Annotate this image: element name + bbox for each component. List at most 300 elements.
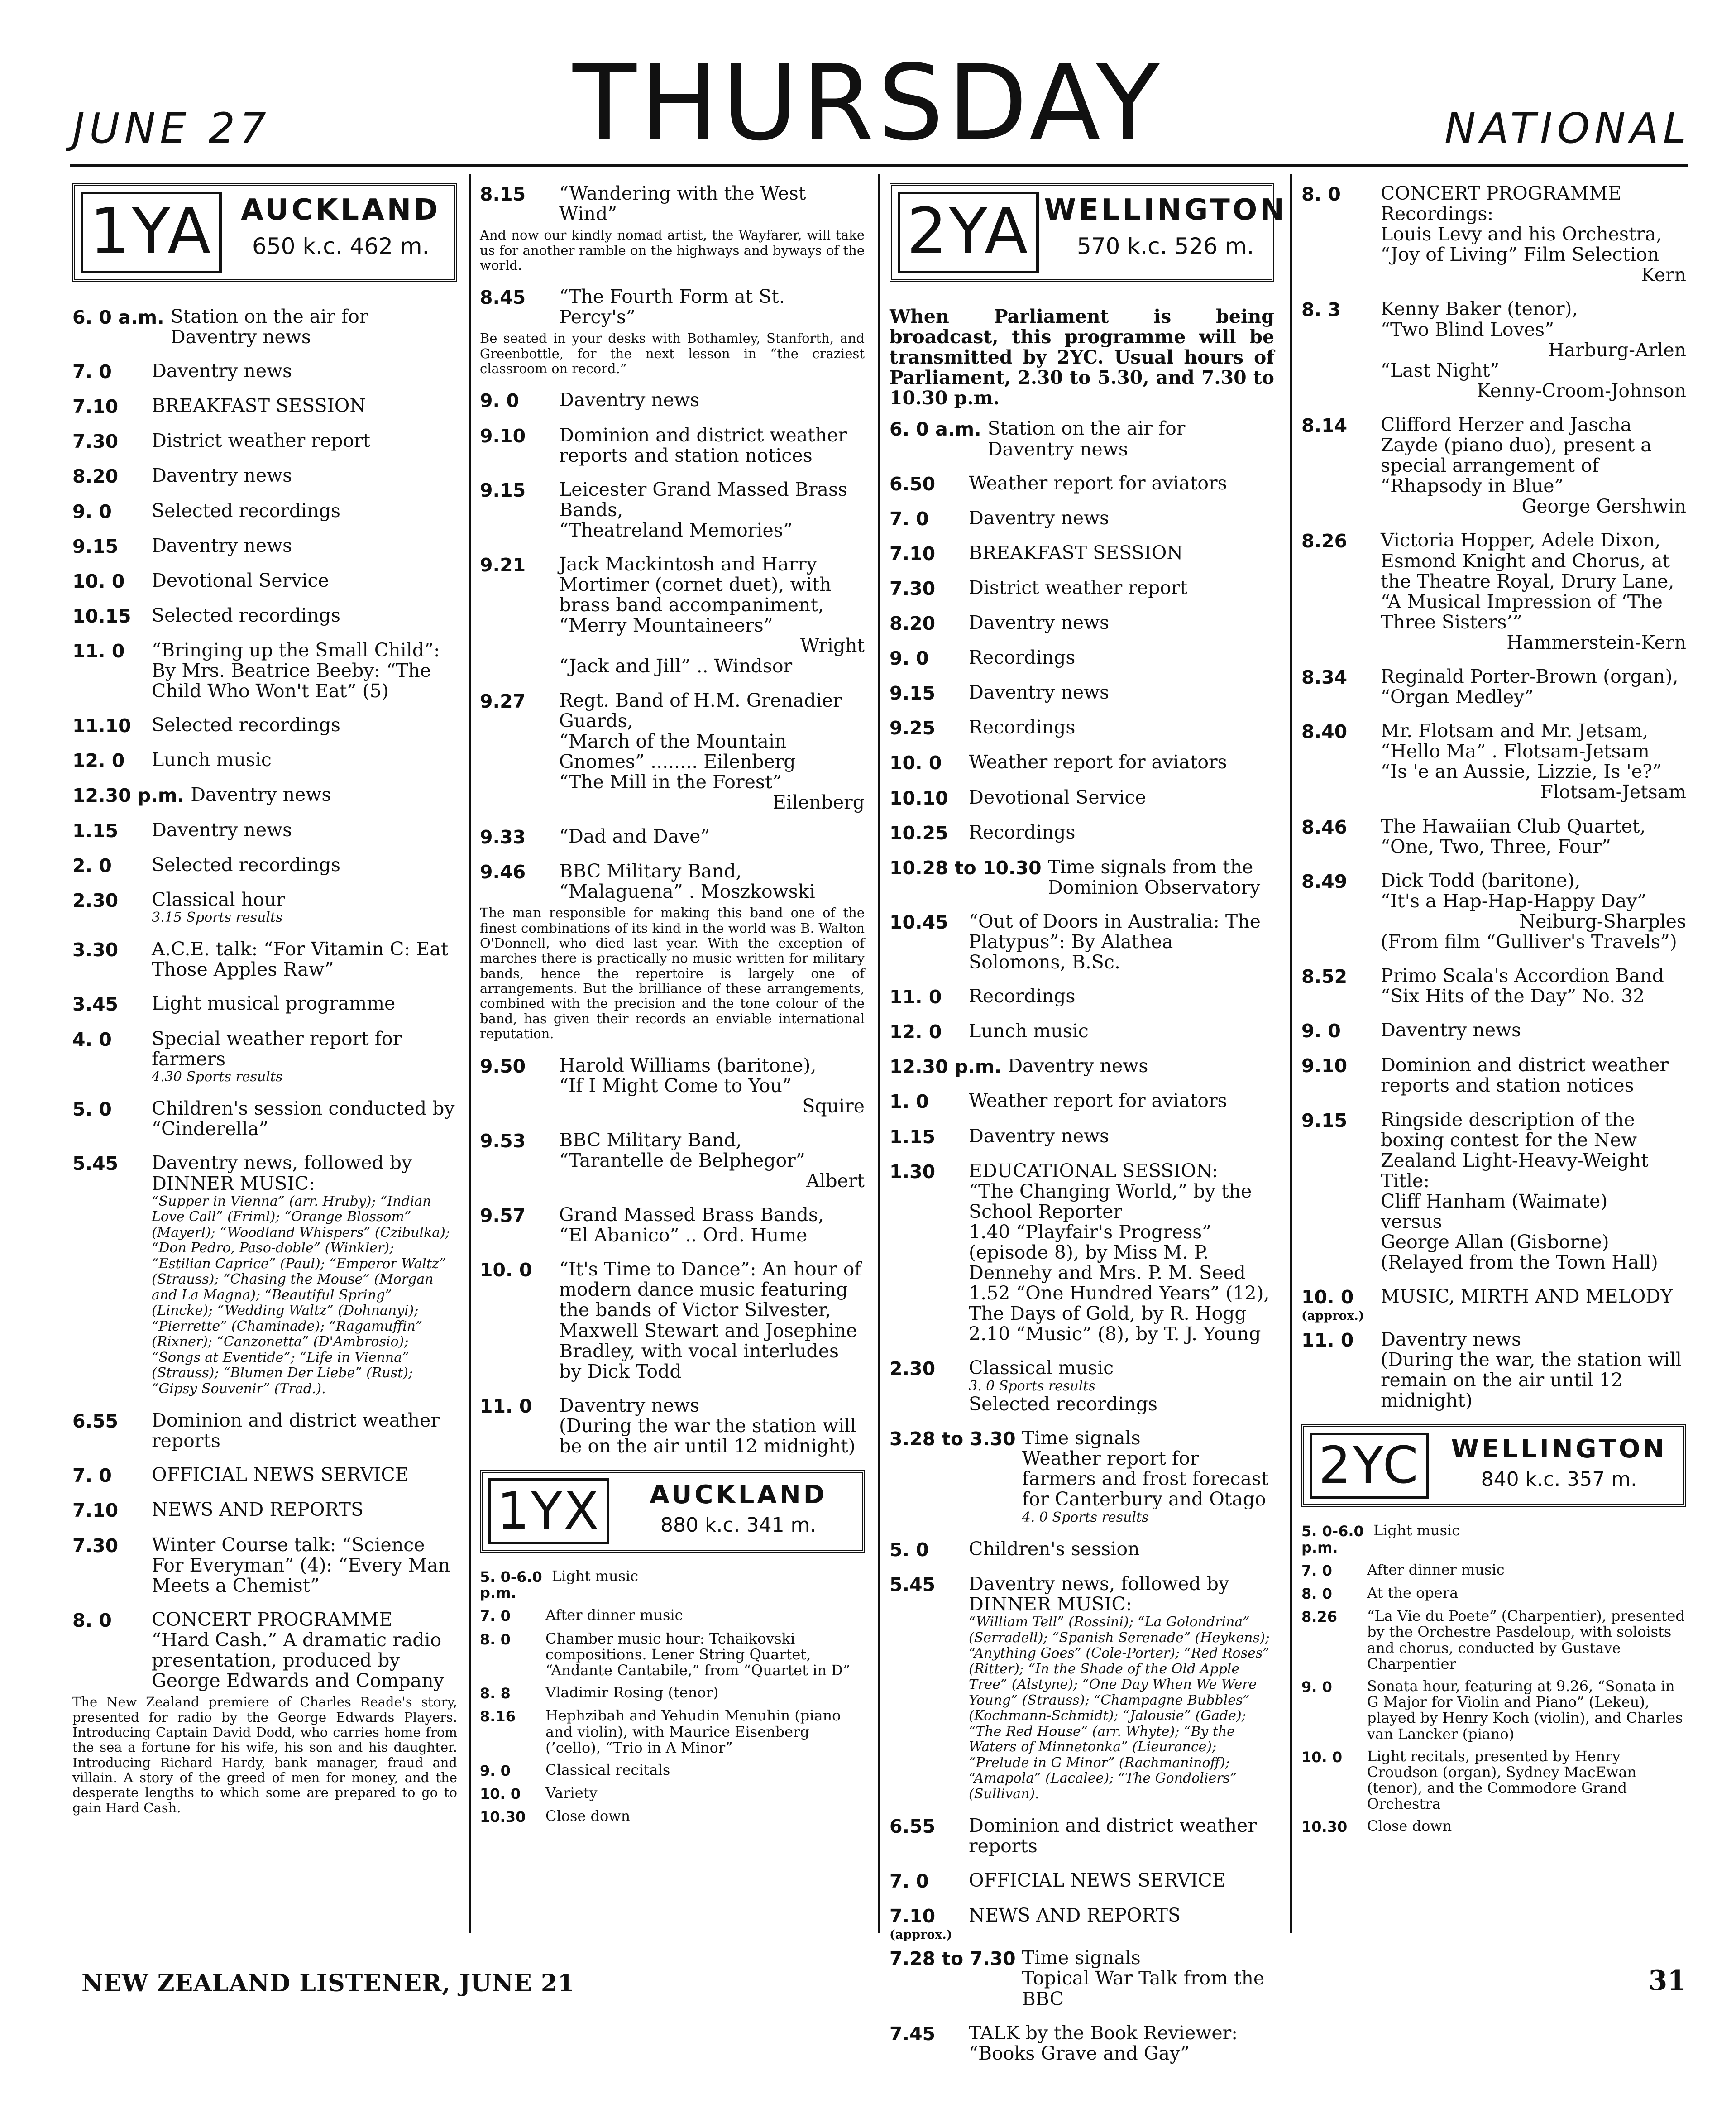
entry-body [559, 1130, 865, 1191]
entry-body [969, 1574, 1274, 1802]
entry-time: 9.25 [890, 717, 936, 739]
column-divider [1290, 174, 1292, 1933]
schedule-entry [890, 473, 1274, 494]
entry-time: 8.20 [890, 613, 936, 635]
entry-line: “Rhapsody in Blue” [1381, 475, 1564, 497]
entry-line: TALK by the Book Reviewer: “Books Grave and Gay” [969, 2022, 1238, 2064]
entry-time: 8.52 [1301, 966, 1348, 988]
entry-time: 7. 0 [72, 1465, 112, 1487]
entry-line: Sonata hour, featuring at 9.26, “Sonata in G Major for Violin and Piano” (Lekeu), played by Henry Koch (violin), and Charles van Lancker (piano) [1367, 1677, 1683, 1743]
entry-body [559, 183, 865, 224]
entry-time: 9.33 [480, 826, 526, 848]
entry-time: 8. 0 [1301, 1585, 1332, 1603]
schedule-entry [1301, 530, 1686, 653]
entry-body [1022, 1948, 1274, 2009]
entry-line: Lunch music [152, 749, 272, 771]
entry-body [152, 715, 457, 736]
entry-time: 4. 0 [72, 1028, 112, 1050]
entry-line: Topical War Talk from the BBC [1022, 1967, 1265, 2010]
schedule-entry [480, 479, 865, 541]
entry-line: Light music [552, 1567, 639, 1585]
station-city: AUCKLAND [241, 193, 441, 227]
station-city: WELLINGTON [1451, 1434, 1667, 1464]
schedule-entry [72, 465, 457, 487]
entry-line: OFFICIAL NEWS SERVICE [969, 1869, 1226, 1891]
entry-line: “Tarantelle de Belphegor” [559, 1149, 805, 1171]
entry-time: 9. 0 [72, 500, 112, 522]
entry-line: (From film “Gulliver's Travels”) [1381, 931, 1677, 953]
station-box-1yx [480, 1470, 865, 1553]
entry-line: Recordings [969, 647, 1076, 669]
schedule-entry [480, 1708, 865, 1756]
schedule-entry [890, 418, 1274, 459]
schedule-entry [480, 554, 865, 677]
entry-time: 6. 0 a.m. [890, 418, 981, 441]
entry-time: 1.15 [72, 819, 119, 842]
schedule-entry [72, 396, 457, 417]
schedule-entry [890, 1358, 1274, 1414]
entry-time: 9.57 [480, 1205, 526, 1227]
entry-line: Daventry news [969, 507, 1110, 529]
entry-time: 7.10 [72, 396, 119, 418]
entry-line: Time signals from the Dominion Observatory [1047, 856, 1261, 898]
schedule-entry [480, 1055, 865, 1117]
entry-body [1381, 299, 1686, 401]
entry-line: Daventry news [152, 465, 292, 487]
composer-credit: Eilenberg [772, 791, 865, 814]
entry-time: 9. 0 [1301, 1020, 1341, 1042]
entry-line: Hephzibah and Yehudin Menuhin (piano and violin), with Maurice Eisenberg (’cello), “Trio in A Minor” [545, 1707, 841, 1756]
entry-line: Selected recordings [152, 714, 340, 736]
entry-time: 9.21 [480, 554, 526, 576]
header-rule [70, 164, 1688, 167]
entry-body [1008, 1056, 1274, 1077]
entry-time: 11. 0 [72, 640, 125, 662]
entry-time: 9.27 [480, 690, 526, 712]
entry-body [191, 785, 457, 806]
publication-footer: NEW ZEALAND LISTENER, JUNE 21 [81, 1969, 575, 1997]
entry-time: 11. 0 [480, 1395, 532, 1417]
entry-line: Classical hour [152, 888, 285, 910]
entry-time: 1.30 [890, 1160, 936, 1183]
entry-line: Light recitals, presented by Henry Croudson (organ), Sydney MacEwan (tenor), and the Commodore Grand Orchestra [1367, 1747, 1637, 1813]
schedule-entry [890, 911, 1274, 973]
schedule-entry [72, 855, 457, 876]
schedule-list-1ya [72, 307, 457, 1816]
entry-body [171, 307, 457, 347]
entry-line: Weather report for aviators [969, 472, 1227, 494]
entry-line: “Two Blind Loves” [1381, 318, 1554, 340]
entry-line: “Hard Cash.” A dramatic radio presentation, produced by George Edwards and Company [152, 1629, 444, 1692]
composer-credit: Wright [800, 635, 865, 657]
entry-time: 8. 0 [1301, 183, 1341, 205]
schedule-entry [890, 787, 1274, 809]
entry-line: The Hawaiian Club Quartet, [1381, 815, 1646, 837]
entry-line: Light musical programme [152, 992, 396, 1015]
entry-body [969, 1905, 1274, 1926]
entry-body [152, 605, 457, 627]
entry-time: 8. 3 [1301, 299, 1341, 321]
entry-line: At the opera [1367, 1584, 1459, 1602]
schedule-entry [72, 993, 457, 1015]
schedule-entry [480, 1808, 865, 1825]
entry-time: 2. 0 [72, 854, 112, 877]
station-frequency: 570 k.c. 526 m. [1076, 233, 1254, 260]
entry-time: 8.46 [1301, 816, 1348, 838]
entry-line: “Six Hits of the Day” No. 32 [1381, 985, 1645, 1007]
entry-body [152, 1465, 457, 1486]
entry-body [559, 554, 865, 677]
entry-line: Devotional Service [152, 569, 329, 591]
entry-body [969, 787, 1274, 809]
entry-time: 9. 0 [1301, 1678, 1332, 1696]
entry-time: 10.45 [890, 911, 948, 933]
schedule-entry [890, 717, 1274, 738]
entry-line: Dominion and district weather reports and station notices [1381, 1054, 1669, 1097]
entry-body [969, 1539, 1274, 1560]
entry-line: Devotional Service [969, 786, 1146, 808]
entry-line: Leicester Grand Massed Brass Bands, [559, 478, 848, 521]
entry-line: Time signals [1022, 1947, 1141, 1969]
schedule-entry [480, 1205, 865, 1246]
schedule-entry [72, 1153, 457, 1397]
schedule-entry [1301, 666, 1686, 707]
approx-label: (approx.) [1301, 1309, 1364, 1323]
entry-time: 1. 0 [890, 1091, 929, 1113]
entry-body [1381, 816, 1686, 857]
entry-line: “A Musical Impression of ‘The Three Sisters’” [1381, 590, 1663, 633]
entry-line: District weather report [152, 430, 371, 452]
entry-line: BBC Military Band, [559, 860, 742, 882]
entry-body [1381, 1020, 1686, 1041]
entry-line: Children's session conducted by “Cinderella” [152, 1097, 455, 1140]
issue-date: JUNE 27 [72, 104, 271, 153]
schedule-list-1yx [480, 1568, 865, 1825]
entry-line: BREAKFAST SESSION [969, 541, 1183, 564]
entry-time: 7. 0 [480, 1607, 511, 1625]
schedule-entry [890, 1870, 1274, 1892]
schedule-entry [72, 536, 457, 557]
entry-line: “It's Time to Dance”: An hour of modern dance music featuring the bands of Victor Silvester, Maxwell Stewart and Josephine Bradley, with vocal interludes by Dick Todd [559, 1258, 861, 1382]
schedule-entry [890, 752, 1274, 773]
entry-time: 9.15 [1301, 1109, 1348, 1131]
composer-credit: Kenny-Croom-Johnson [1477, 379, 1686, 402]
entry-body [1381, 1110, 1686, 1273]
column-divider [469, 174, 471, 1933]
entry-time: 10. 0 [890, 752, 942, 774]
entry-line: 1.52 “One Hundred Years” (12), The Days of Gold, by R. Hogg [969, 1282, 1270, 1325]
schedule-entry [890, 682, 1274, 704]
entry-body [152, 1098, 457, 1139]
entry-body [152, 1410, 457, 1451]
entry-line: Grand Massed Brass Bands, [559, 1204, 824, 1226]
schedule-entry [480, 287, 865, 327]
composer-credit: Harburg-Arlen [1548, 339, 1686, 361]
entry-time: 8.40 [1301, 721, 1348, 743]
entry-body [969, 1358, 1274, 1414]
entry-time: 11.10 [72, 715, 131, 737]
entry-line: Dominion and district weather reports and station notices [559, 424, 847, 466]
entry-time: 8.26 [1301, 530, 1348, 552]
schedule-entry [72, 501, 457, 522]
entry-time: 8.20 [72, 465, 119, 488]
entry-line: (Relayed from the Town Hall) [1381, 1251, 1658, 1274]
entry-subnote: 3. 0 Sports results [969, 1378, 1095, 1394]
parliament-notice: When Parliament is being broadcast, this programme will be transmitted by 2YC. Usual hours of Parliament, 2.30 to 5.30, and 7.30 to 10.30 p.m. [890, 306, 1274, 409]
entry-time: 1.15 [890, 1126, 936, 1148]
entry-time: 6. 0 a.m. [72, 307, 164, 328]
column-1ya-continued [480, 183, 865, 1931]
entry-subnote: “Supper in Vienna” (arr. Hruby); “Indian Love Call” (Friml); “Orange Blossom” (Mayerl); “Woodland Whispers” (Czibulka); “Don Pedro, Paso-doble” (Winkler); “Estilian Caprice” (Paul); “Emperor Waltz” (Strauss); “Chasing the Mouse” (Morgan and La Magna); “Beautiful Spring” (Lincke); “Wedding Waltz” (Dohnanyi); “Pierrette” (Chaminade); “Ragamuffin” (Rixner); “Canzonetta” (D'Ambrosio); “Songs at Eventide”; “Life in Vienna” (Strauss); “Blumen Der Liebe” (Rust); “Gipsy Souvenir” (Trad.). [152, 1193, 450, 1397]
schedule-entry [72, 890, 457, 926]
entry-body [969, 1816, 1274, 1856]
schedule-entry [890, 986, 1274, 1007]
schedule-entry [1301, 1678, 1686, 1742]
schedule-entry [72, 820, 457, 841]
schedule-entry [890, 2023, 1274, 2064]
schedule-entry [72, 1500, 457, 1521]
entry-line: Reginald Porter-Brown (organ), [1381, 665, 1679, 687]
column-divider [878, 174, 880, 1933]
entry-line: “Is 'e an Aussie, Lizzie, Is 'e?” [1381, 761, 1662, 783]
schedule-entry [72, 1410, 457, 1451]
composer-credit: Albert [806, 1169, 865, 1192]
schedule-entry [480, 1607, 865, 1624]
entry-line: “The Fourth Form at St. Percy's” [559, 286, 785, 328]
entry-time: 7.30 [72, 431, 119, 453]
schedule-entry [480, 1631, 865, 1679]
entry-line: “If I Might Come to You” [559, 1074, 792, 1097]
schedule-entry [890, 1948, 1274, 2009]
entry-line: Recordings [969, 716, 1076, 738]
schedule-entry [890, 1056, 1274, 1077]
schedule-entry [890, 508, 1274, 529]
schedule-entry [72, 605, 457, 627]
approx-label: (approx.) [890, 1927, 952, 1942]
entry-line: MUSIC, MIRTH AND MELODY [1381, 1285, 1673, 1308]
entry-line: Kenny Baker (tenor), [1381, 298, 1578, 320]
entry-line: Daventry news [152, 360, 292, 382]
entry-body [1381, 1286, 1686, 1308]
entry-line: Daventry news [559, 1394, 700, 1416]
entry-time: 10. 0 [1301, 1286, 1354, 1308]
programme-note: The man responsible for making this band one of the finest combinations of its kind in the world was B. Walton O'Donnell, who died last year. With the exception of marches there is practically no music written for military bands, hence the repertoire is largely one of arrangements. But the brilliance of these arrangements, combined with the precision and the tone colour of the band, has given their records an enviable international reputation. [480, 905, 865, 1042]
schedule-entry [72, 1535, 457, 1596]
entry-line: “Hello Ma” . Flotsam-Jetsam [1381, 740, 1650, 762]
entry-line: BREAKFAST SESSION [152, 395, 366, 417]
schedule-entry [480, 1762, 865, 1779]
schedule-entry [480, 861, 865, 902]
entry-body [969, 473, 1274, 494]
entry-time: 8. 8 [480, 1685, 511, 1702]
station-box-2yc [1301, 1424, 1686, 1507]
entry-line: “Organ Medley” [1381, 686, 1534, 708]
schedule-entry [890, 1428, 1274, 1525]
entry-time: 11. 0 [890, 986, 942, 1008]
entry-body [1381, 1329, 1686, 1411]
entry-line: Primo Scala's Accordion Band [1381, 965, 1664, 987]
schedule-entry [890, 1021, 1274, 1042]
entry-time: 10. 0 [72, 570, 125, 592]
entry-body [969, 717, 1274, 738]
schedule-entry [72, 570, 457, 592]
entry-time: 10. 0 [480, 1785, 521, 1803]
entry-line: Daventry news [969, 681, 1110, 704]
entry-body [152, 1029, 457, 1085]
entry-body [1381, 415, 1686, 517]
entry-body [1022, 1428, 1274, 1525]
entry-time: 9.15 [72, 535, 119, 557]
entry-time: 7. 0 [890, 508, 929, 530]
schedule-entry [1301, 1329, 1686, 1411]
entry-body [559, 479, 865, 541]
entry-line: Daventry news, followed by DINNER MUSIC: [152, 1152, 412, 1194]
entry-line: 2.10 “Music” (8), by T. J. Young [969, 1323, 1261, 1345]
schedule-list-2ya-continued [1301, 183, 1686, 1411]
entry-line: “Out of Doors in Australia: The Platypus”: By Alathea Solomons, B.Sc. [969, 910, 1261, 973]
entry-line: After dinner music [1367, 1561, 1505, 1578]
entry-line: Recordings [969, 985, 1076, 1007]
schedule-entry [1301, 1585, 1686, 1602]
entry-subnote: 4. 0 Sports results [1022, 1509, 1149, 1525]
entry-line: Daventry news [1381, 1019, 1521, 1041]
entry-time: 2.30 [72, 889, 119, 911]
schedule-entry [890, 1574, 1274, 1802]
column-2ya [890, 183, 1287, 2064]
entry-line: Recordings [969, 821, 1076, 843]
entry-line: “Last Night” [1381, 359, 1500, 381]
entry-body [969, 543, 1274, 564]
entry-body [969, 911, 1274, 973]
station-city: WELLINGTON [1044, 193, 1287, 227]
entry-body [969, 1091, 1274, 1112]
entry-body [559, 690, 865, 813]
entry-time: 6.55 [890, 1816, 936, 1838]
entry-line: Cliff Hanham (Waimate) [1381, 1190, 1608, 1212]
entry-body [152, 536, 457, 557]
schedule-entry [890, 1905, 1274, 1926]
entry-line: OFFICIAL NEWS SERVICE [152, 1464, 409, 1486]
entry-body [152, 640, 457, 701]
entry-line: Winter Course talk: “Science For Everyman” (4): “Every Man Meets a Chemist” [152, 1533, 450, 1596]
schedule-entry [480, 1685, 865, 1701]
entry-body [152, 431, 457, 452]
station-call-sign: 2YA [898, 192, 1039, 273]
schedule-list-1ya-continued [480, 183, 865, 1457]
entry-time: 9.50 [480, 1055, 526, 1077]
entry-line: “The Mill in the Forest” [559, 771, 782, 793]
entry-line: Close down [1367, 1817, 1452, 1835]
entry-time: 9.15 [480, 479, 526, 501]
entry-body [559, 826, 865, 848]
entry-time: 3.45 [72, 993, 119, 1016]
entry-body [969, 1870, 1274, 1892]
entry-body [969, 822, 1274, 843]
entry-line: Daventry news [1381, 1328, 1521, 1351]
entry-line: Special weather report for farmers [152, 1027, 402, 1070]
schedule-entry [890, 578, 1274, 599]
entry-body [969, 752, 1274, 773]
entry-subnote: 3.15 Sports results [152, 909, 283, 925]
entry-body [152, 396, 457, 417]
entry-line: Selected recordings [152, 853, 340, 876]
entry-line: Children's session [969, 1538, 1140, 1560]
entry-line: Station on the air for Daventry news [170, 306, 368, 348]
composer-credit: Neiburg-Sharples [1519, 910, 1686, 932]
schedule-entry [72, 640, 457, 701]
entry-body [1381, 666, 1686, 707]
schedule-entry [72, 361, 457, 382]
schedule-entry [1301, 1523, 1686, 1555]
entry-time: 9. 0 [890, 647, 929, 670]
entry-time: 9.46 [480, 861, 526, 883]
schedule-entry [1301, 871, 1686, 952]
entry-time: 5. 0 [72, 1098, 112, 1121]
entry-time: 8.45 [480, 287, 526, 309]
entry-time: 9.53 [480, 1130, 526, 1152]
schedule-list-2ya [890, 418, 1274, 2063]
entry-line: Regt. Band of H.M. Grenadier Guards, [559, 689, 842, 732]
entry-body [152, 890, 457, 926]
entry-body [1381, 871, 1686, 952]
entry-line: Station on the air for Daventry news [987, 417, 1186, 460]
composer-credit: Kern [1641, 264, 1686, 286]
entry-body [559, 287, 865, 327]
composer-credit: George Gershwin [1521, 495, 1686, 518]
entry-time: 7. 0 [72, 361, 112, 383]
schedule-entry [890, 613, 1274, 634]
schedule-entry [72, 715, 457, 736]
entry-line: “Malaguena” . Moszkowski [559, 881, 815, 903]
entry-time: 7. 0 [890, 1870, 929, 1892]
schedule-entry [480, 1130, 865, 1191]
schedule-entry [1301, 1818, 1686, 1835]
entry-line: “Theatreland Memories” [559, 519, 793, 541]
entry-body [152, 361, 457, 382]
entry-time: 7.10 [890, 542, 936, 565]
entry-time: 7.45 [890, 2022, 936, 2045]
entry-body [1381, 183, 1686, 285]
entry-body [969, 613, 1274, 634]
entry-body [1048, 857, 1274, 898]
programme-note: The New Zealand premiere of Charles Reade's story, presented for radio by the George Edwards Players. Introducing Captain David Dodd, who carries home from the sea a fortune for his wife, his son and his daughter. Introducing Richard Hardy, bank manager, fraud and villain. A story of the greed of men for money, and the desperate lengths to which some are prepared to go to gain Hard Cash. [72, 1694, 457, 1816]
entry-time: 3.28 to 3.30 [890, 1428, 1016, 1450]
network-label: NATIONAL [1444, 104, 1691, 153]
entry-time: 7. 0 [1301, 1562, 1332, 1579]
entry-line: Daventry news, followed by DINNER MUSIC: [969, 1573, 1229, 1615]
entry-line: “Dad and Dave” [559, 825, 710, 848]
entry-time: 5. 0 [890, 1539, 929, 1561]
schedule-entry [1301, 1749, 1686, 1812]
entry-body [559, 1205, 865, 1246]
entry-body [1381, 530, 1686, 653]
entry-body [969, 508, 1274, 529]
entry-time: 12. 0 [72, 750, 125, 772]
entry-time: 7.10 [72, 1500, 119, 1522]
entry-line: Weather report for farmers and frost forecast for Canterbury and Otago [1022, 1447, 1269, 1510]
schedule-entry [480, 826, 865, 848]
schedule-entry [72, 1610, 457, 1691]
entry-time: 10.10 [890, 787, 948, 809]
entry-line: NEWS AND REPORTS [152, 1499, 364, 1521]
entry-time: 2.30 [890, 1358, 936, 1380]
schedule-entry [1301, 816, 1686, 857]
entry-line: Clifford Herzer and Jascha Zayde (piano duo), present a special arrangement of [1381, 413, 1652, 477]
entry-body [559, 1395, 865, 1457]
column-2ya-continued [1301, 183, 1686, 1931]
entry-body [152, 465, 457, 487]
entry-line: Variety [545, 1784, 598, 1802]
